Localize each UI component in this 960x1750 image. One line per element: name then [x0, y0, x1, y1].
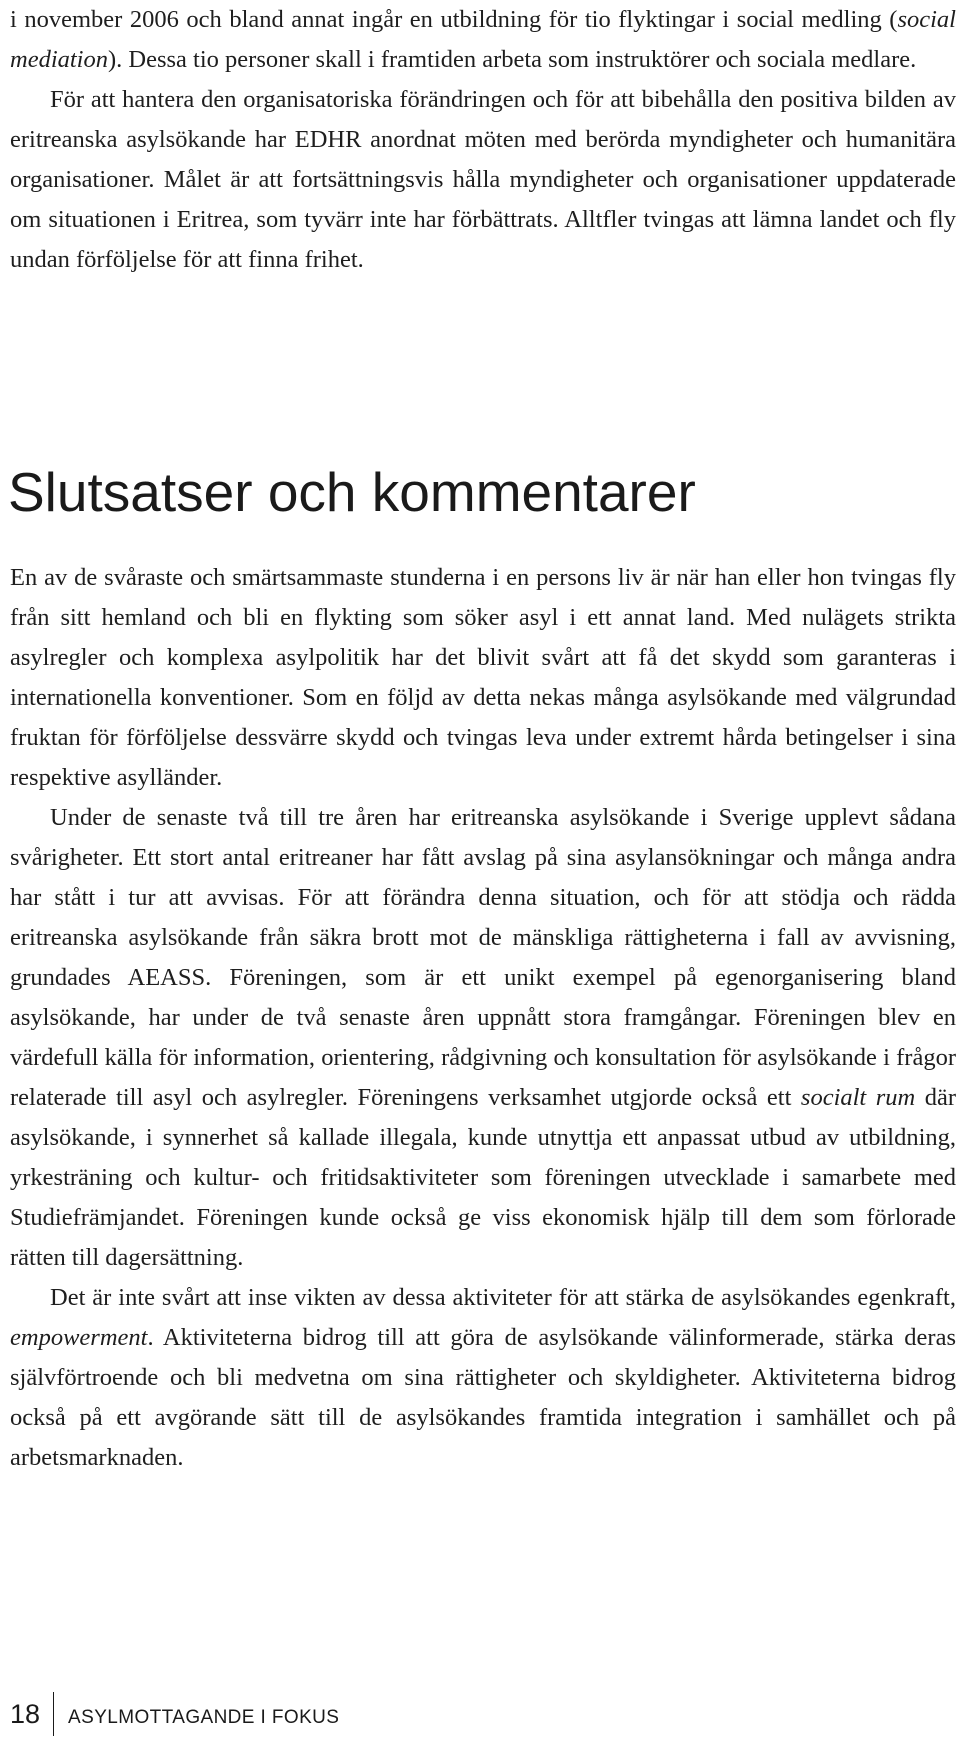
text-run: där asylsökande, i synnerhet så kallade illegala, kunde utnyttja ett anpassat utbud av utbildning, yrkesträning och kultur- och fritidsaktiviteter som föreningen utvecklade i samarbete med Studiefrämjandet. Föreningen kunde också ge viss ekonomisk hjälp till dem som förlorade rätten till dagersättning.	[10, 1084, 956, 1271]
paragraph	[10, 558, 956, 798]
italic-term: social mediation	[10, 6, 956, 73]
page-number: 18	[10, 1692, 54, 1736]
page-footer	[10, 1692, 339, 1736]
section-heading: Slutsatser och kommentarer	[8, 461, 696, 523]
italic-term: empowerment	[10, 1324, 148, 1351]
paragraph	[10, 0, 956, 80]
text-run: För att hantera den organisatoriska förändringen och för att bibehålla den positiva bilden av eritreanska asylsökande har EDHR anordnat möten med berörda myndigheter och humanitära organisationer. Målet är att fortsättningsvis hålla myndigheter och organisationer uppdaterade om situationen i Eritrea, som tyvärr inte har förbättrats. Alltfler tvingas att lämna landet och fly undan förföljelse för att finna frihet.	[10, 86, 956, 273]
paragraph	[10, 1278, 956, 1478]
text-run: Det är inte svårt att inse vikten av dessa aktiviteter för att stärka de asylsökandes egenkraft,	[50, 1284, 956, 1311]
text-run: . Aktiviteterna bidrog till att göra de asylsökande välinformerade, stärka deras självförtroende och bli medvetna om sina rättigheter och skyldigheter. Aktiviteterna bidrog också på ett avgörande sätt till de asylsökandes framtida integration i samhället och på arbetsmarknaden.	[10, 1324, 956, 1471]
paragraph	[10, 80, 956, 280]
italic-term: socialt rum	[800, 1084, 916, 1111]
lower-body-text	[10, 558, 956, 1478]
running-title: ASYLMOTTAGANDE I FOKUS	[68, 1707, 340, 1728]
text-run: ). Dessa tio personer skall i framtiden arbeta som instruktörer och sociala medlare.	[108, 46, 917, 73]
upper-body-text	[10, 0, 956, 280]
paragraph	[10, 798, 956, 1278]
text-run: En av de svåraste och smärtsammaste stunderna i en persons liv är när han eller hon tvingas fly från sitt hemland och bli en flykting som söker asyl i ett annat land. Med nulägets strikta asylregler och komplexa asylpolitik har det blivit svårt att få det skydd som garanteras i internationella konventioner. Som en följd av detta nekas många asylsökande med välgrundad fruktan för förföljelse dessvärre skydd och tvingas leva under extremt hårda betingelser i sina respektive asylländer.	[10, 564, 956, 791]
text-run: i november 2006 och bland annat ingår en utbildning för tio flyktingar i social medling (	[10, 6, 898, 33]
text-run: Under de senaste två till tre åren har eritreanska asylsökande i Sverige upplevt sådana svårigheter. Ett stort antal eritreaner har fått avslag på sina asylansökningar och många andra har stått i tur att avvisas. För att förändra denna situation, och för att stödja och rädda eritreanska asylsökande från säkra brott mot de mänskliga rättigheterna i fall av avvisning, grundades AEASS. Föreningen, som är ett unikt exempel på egenorganisering bland asylsökande, har under de två senaste åren uppnått stora framgångar. Föreningen blev en värdefull källa för information, orientering, rådgivning och konsultation för asylsökande i frågor relaterade till asyl och asylregler. Föreningens verksamhet utgjorde också ett	[10, 804, 956, 1111]
